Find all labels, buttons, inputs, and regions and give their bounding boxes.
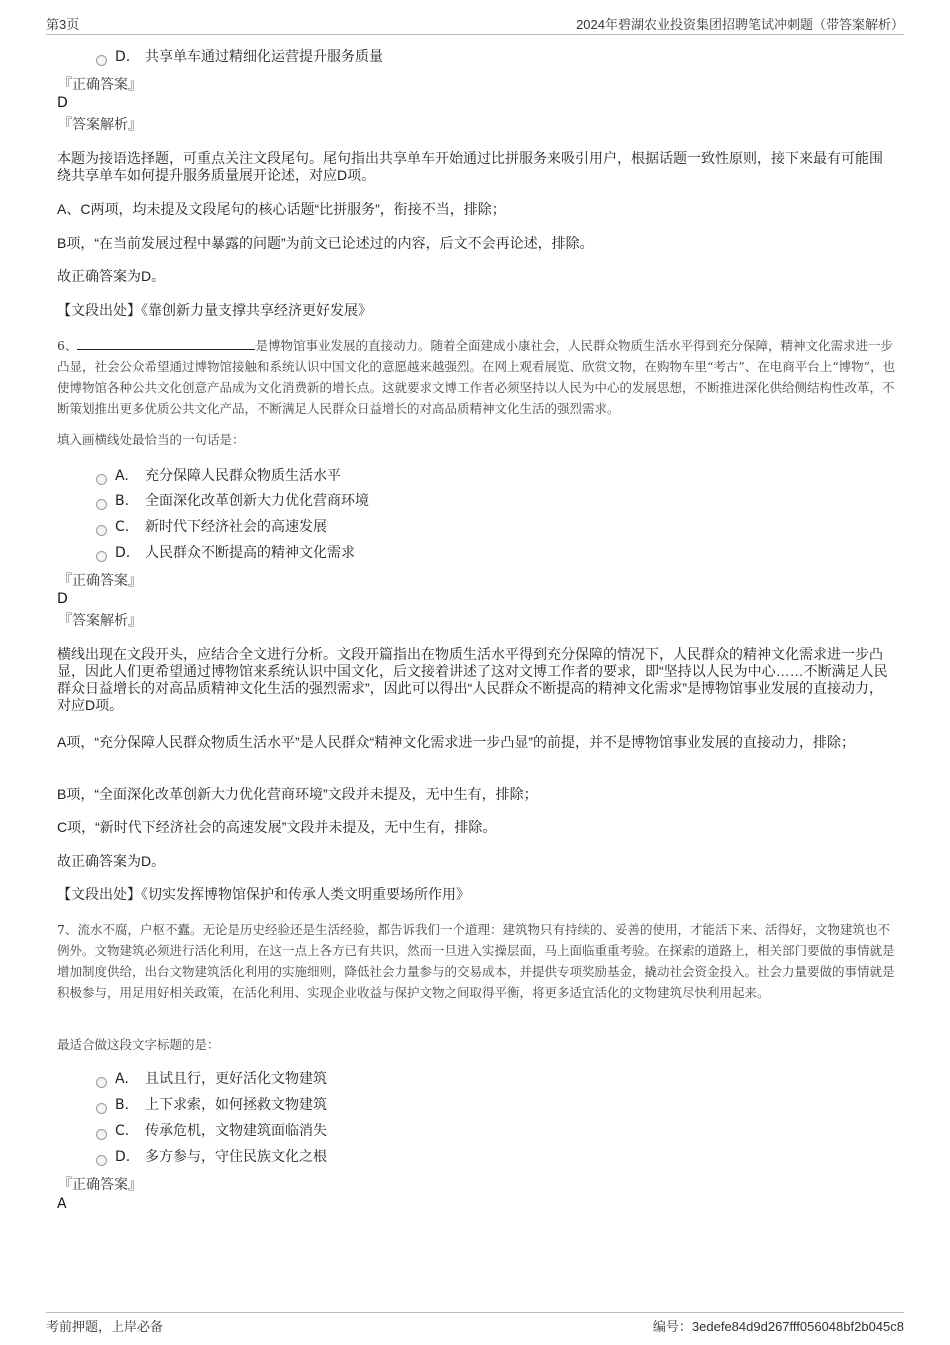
radio-icon[interactable]	[96, 525, 107, 536]
fill-blank	[77, 337, 255, 350]
q6-option-b[interactable]: B. 全面深化改革创新大力优化营商环境	[96, 491, 369, 511]
q6-option-a[interactable]: A. 充分保障人民群众物质生活水平	[96, 466, 341, 486]
analysis-paragraph: C项，“新时代下经济社会的高速发展”文段并未提及，无中生有，排除。	[57, 819, 497, 835]
footer-slogan: 考前押题，上岸必备	[46, 1320, 164, 1335]
correct-answer: A	[57, 1196, 67, 1212]
question-7-prompt: 最适合做这段文字标题的是：	[57, 1037, 220, 1052]
analysis-paragraph: 本题为接语选择题，可重点关注文段尾句。尾句指出共享单车开始通过比拼服务来吸引用户，根据话题一致性原则，接下来最有可能围绕共享单车如何提升服务质量展开论述，对应D项。	[57, 150, 883, 183]
q7-option-d[interactable]: D. 多方参与，守住民族文化之根	[96, 1147, 327, 1167]
radio-icon[interactable]	[96, 551, 107, 562]
q7-option-a[interactable]: A. 且试且行，更好活化文物建筑	[96, 1069, 327, 1089]
q7-option-b[interactable]: B. 上下求索，如何拯救文物建筑	[96, 1095, 327, 1115]
page-footer	[46, 1312, 904, 1335]
document-title: 2024年碧湖农业投资集团招聘笔试冲刺题（带答案解析）	[576, 17, 904, 32]
page-number: 第3页	[46, 17, 80, 32]
question-6-prompt: 填入画横线处最恰当的一句话是：	[57, 432, 245, 447]
analysis-paragraph: B项，“在当前发展过程中暴露的问题”为前文已论述过的内容，后文不会再论述，排除。	[57, 235, 594, 251]
radio-icon[interactable]	[96, 1155, 107, 1166]
radio-icon[interactable]	[96, 474, 107, 485]
analysis-paragraph: 故正确答案为D。	[57, 268, 166, 284]
correct-answer: D	[57, 591, 68, 607]
source-citation: 【文段出处】《切实发挥博物馆保护和传承人类文明重要场所作用》	[57, 886, 470, 902]
radio-icon[interactable]	[96, 1129, 107, 1140]
correct-answer-label: 『正确答案』	[58, 573, 142, 589]
analysis-paragraph: 故正确答案为D。	[57, 853, 166, 869]
analysis-paragraph: A项，“充分保障人民群众物质生活水平”是人民群众“精神文化需求进一步凸显”的前提，并不是博物馆事业发展的直接动力，排除；	[57, 734, 855, 750]
question-7-stem: 7、流水不腐，户枢不蠹。无论是历史经验还是生活经验，都告诉我们一个道理：建筑物只有持续的、妥善的使用，才能活下来、活得好，文物建筑也不例外。文物建筑必须进行活化利用，在这一点上各方已有共识，然而一旦进入实操层面，马上面临重重考验。在探索的道路上，相关部门要做的事情就是增加制度供给，出台文物建筑活化利用的实施细则，降低社会力量参与的交易成本，并提供专项奖励基金，撬动社会资金投入。社会力量要做的事情就是积极参与，用足用好相关政策，在活化利用、实现企业收益与保护文物之间取得平衡，将更多适宜活化的文物建筑尽快利用起来。	[57, 922, 895, 1000]
radio-icon[interactable]	[96, 499, 107, 510]
q7-option-c[interactable]: C. 传承危机，文物建筑面临消失	[96, 1121, 327, 1141]
correct-answer-label: 『正确答案』	[58, 77, 142, 93]
q6-option-d[interactable]: D. 人民群众不断提高的精神文化需求	[96, 543, 355, 563]
q6-option-c[interactable]: C. 新时代下经济社会的高速发展	[96, 517, 327, 537]
serial-number: 编号：3edefe84d9d267fff056048bf2b045c8	[652, 1319, 904, 1334]
correct-answer: D	[57, 95, 68, 111]
analysis-paragraph: 横线出现在文段开头，应结合全文进行分析。文段开篇指出在物质生活水平得到充分保障的情况下，人民群众的精神文化需求进一步凸显，因此人们更希望通过博物馆来系统认识中国文化，后文接着讲述了这对文博工作者的要求，即“坚持以人民为中心……不断满足人民群众日益增长的对高品质精神文化生活的强烈需求”，因此可以得出“人民群众不断提高的精神文化需求”是博物馆事业发展的直接动力，对应D项。	[57, 646, 888, 713]
analysis-label: 『答案解析』	[58, 117, 142, 133]
radio-icon[interactable]	[96, 1077, 107, 1088]
analysis-paragraph: A、C两项，均未提及文段尾句的核心话题“比拼服务”，衔接不当，排除；	[57, 201, 506, 217]
radio-icon[interactable]	[96, 1103, 107, 1114]
analysis-paragraph: B项，“全面深化改革创新大力优化营商环境”文段并未提及，无中生有，排除；	[57, 786, 538, 802]
radio-icon[interactable]	[96, 55, 107, 66]
analysis-label: 『答案解析』	[58, 613, 142, 629]
correct-answer-label: 『正确答案』	[58, 1177, 142, 1193]
q5-option-d[interactable]: D. 共享单车通过精细化运营提升服务质量	[96, 47, 383, 67]
source-citation: 【文段出处】《靠创新力量支撑共享经济更好发展》	[57, 302, 372, 318]
page-header	[46, 14, 904, 35]
question-6-stem: 6、 是博物馆事业发展的直接动力。随着全面建成小康社会，人民群众物质生活水平得到充分保障，精神文化需求进一步凸显，社会公众希望通过博物馆接触和系统认识中国文化的意愿越来越强烈。在网上观看展览、欣赏文物，在购物车里“考古”、在电商平台上“博物”，也使博物馆各种公共文化创意产品成为文化消费新的增长点。这就要求文博工作者必须坚持以人民为中心的发展思想，不断推进深化供给侧结构性改革，不断策划推出更多优质公共文化产品，不断满足人民群众日益增长的对高品质精神文化生活的强烈需求。	[57, 338, 896, 416]
